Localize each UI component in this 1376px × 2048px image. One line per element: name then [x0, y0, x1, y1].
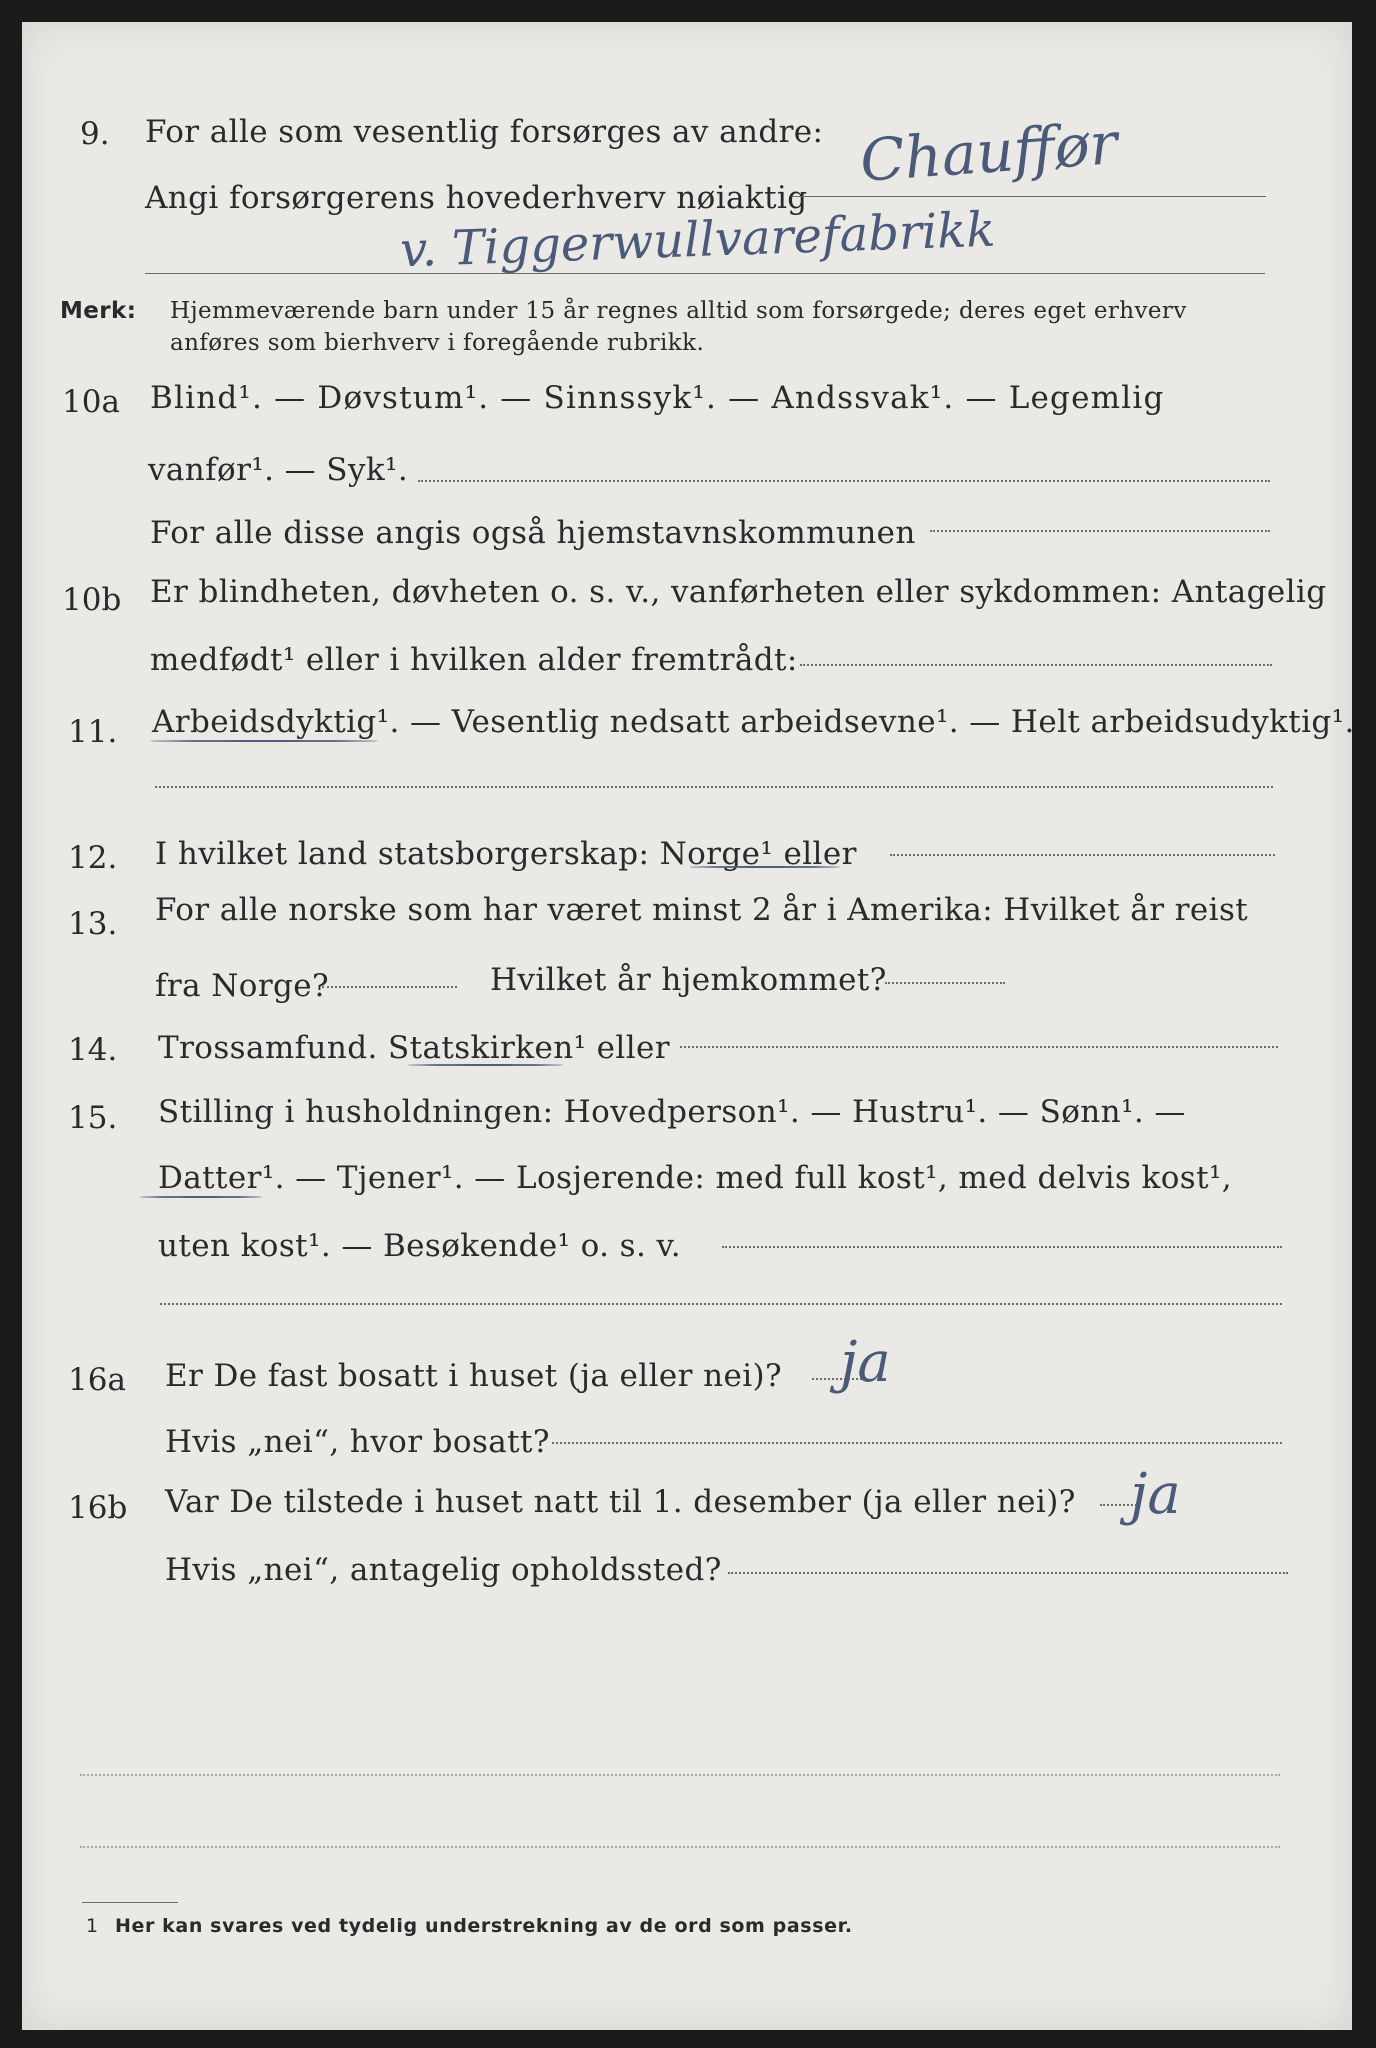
q9-answer-line — [792, 196, 1266, 197]
q15-line1: Stilling i husholdningen: Hovedperson¹. — Hustru¹. — Sønn¹. — — [158, 1094, 1186, 1130]
q15-extra-dots — [160, 1303, 1282, 1305]
q16b-handwritten-answer: ja — [1130, 1462, 1181, 1527]
merk-label: Merk: — [60, 298, 137, 324]
q16b-line1: Var De tilstede i huset natt til 1. desember (ja eller nei)? — [165, 1484, 1076, 1520]
q10b-line2: medfødt¹ eller i hvilken alder fremtrådt: — [150, 642, 798, 678]
q9-second-line — [145, 273, 1265, 274]
q13-line1: For alle norske som har været minst 2 år i Amerika: Hvilket år reist — [155, 892, 1249, 928]
q12-number: 12. — [68, 840, 118, 876]
merk-line1: Hjemmeværende barn under 15 år regnes alltid som forsørgede; deres eget erhverv — [170, 298, 1187, 324]
q10b-number: 10b — [62, 582, 122, 618]
q13-line2a: fra Norge? — [155, 968, 330, 1004]
q13-reist-dots — [322, 986, 457, 988]
q10a-line1: Blind¹. — Døvstum¹. — Sinnssyk¹. — Andssvak¹. — Legemlig — [150, 380, 1165, 416]
q15-line3-dots — [722, 1246, 1282, 1248]
q10a-line2-dots — [418, 480, 1270, 482]
q11-line1: Arbeidsdyktig¹. — Vesentlig nedsatt arbeidsevne¹. — Helt arbeidsudyktig¹. — [152, 704, 1355, 740]
q11-handwritten-underline — [150, 740, 378, 742]
q15-line3: uten kost¹. — Besøkende¹ o. s. v. — [158, 1228, 681, 1264]
q16b-number: 16b — [68, 1490, 128, 1526]
q13-hjemkommet-dots — [885, 982, 1005, 984]
q16a-handwritten-answer: ja — [840, 1330, 891, 1395]
footnote-rule — [82, 1902, 178, 1903]
q16b-line2-dots — [728, 1572, 1288, 1574]
merk-line2: anføres som bierhverv i foregående rubrikk. — [170, 330, 705, 356]
q16a-line2: Hvis „nei“, hvor bosatt? — [165, 1424, 550, 1460]
q9-line1: For alle som vesentlig forsørges av andre: — [145, 114, 824, 150]
q10a-line2: vanfør¹. — Syk¹. — [148, 452, 409, 488]
q13-number: 13. — [68, 906, 118, 942]
q12-handwritten-underline — [690, 866, 840, 868]
q16a-line2-dots — [552, 1442, 1282, 1444]
q14-line1: Trossamfund. Statskirken¹ eller — [158, 1030, 670, 1066]
q16a-line1: Er De fast bosatt i huset (ja eller nei)? — [165, 1358, 783, 1394]
q16a-number: 16a — [68, 1362, 126, 1398]
q10a-line3: For alle disse angis også hjemstavnskommunen — [150, 515, 916, 551]
q9-handwritten-occupation: Chauffør — [857, 109, 1120, 195]
q14-number: 14. — [68, 1032, 118, 1068]
q14-handwritten-underline — [408, 1064, 563, 1066]
q12-answer-dots — [890, 854, 1275, 856]
q11-answer-dots — [155, 786, 1273, 788]
q14-answer-dots — [680, 1046, 1278, 1048]
q10a-line3-dots — [930, 530, 1270, 532]
q15-number: 15. — [68, 1100, 118, 1136]
q16b-line2: Hvis „nei“, antagelig opholdssted? — [165, 1552, 722, 1588]
q9-number: 9. — [80, 116, 110, 152]
footnote-marker: 1 — [86, 1915, 99, 1937]
q15-line2: Datter¹. — Tjener¹. — Losjerende: med full kost¹, med delvis kost¹, — [158, 1160, 1233, 1196]
q9-line2: Angi forsørgerens hovederhverv nøiaktig — [145, 180, 808, 216]
q12-line1: I hvilket land statsborgerskap: Norge¹ eller — [155, 836, 857, 872]
q10a-number: 10a — [62, 384, 120, 420]
q11-number: 11. — [68, 714, 118, 750]
q10b-line2-dots — [800, 664, 1272, 666]
q15-handwritten-underline — [140, 1196, 262, 1198]
q13-line2b: Hvilket år hjemkommet? — [490, 962, 887, 998]
blank-dots-1 — [80, 1774, 1280, 1776]
blank-dots-2 — [80, 1846, 1280, 1848]
footnote-text: Her kan svares ved tydelig understrekning av de ord som passer. — [115, 1915, 853, 1937]
q9-handwritten-employer: v. Tiggerwullvarefabrikk — [399, 201, 997, 279]
q10b-line1: Er blindheten, døvheten o. s. v., vanførheten eller sykdommen: Antagelig — [150, 574, 1327, 610]
